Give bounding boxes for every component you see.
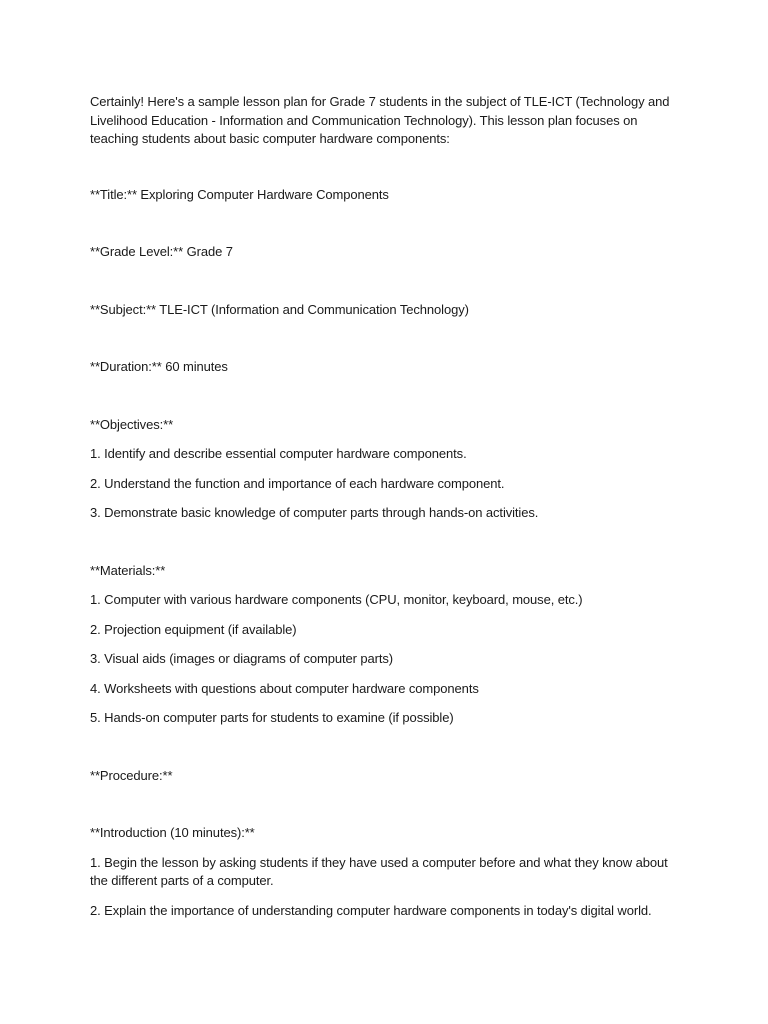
document-body <box>90 93 670 931</box>
material-item: 5. Hands-on computer parts for students to examine (if possible) <box>90 710 454 725</box>
materials-heading: **Materials:** <box>90 562 166 578</box>
introduction-item: 1. Begin the lesson by asking students if they have used a computer before and what they know about the different parts of a computer. <box>90 854 668 888</box>
material-item: 2. Projection equipment (if available) <box>90 621 297 637</box>
title-line: **Title:** Exploring Computer Hardware Components <box>90 186 389 202</box>
intro-paragraph: Certainly! Here's a sample lesson plan for Grade 7 students in the subject of TLE-ICT (Technology and Livelihood Education - Information and Communication Technology). This lesson plan focuses on teaching students about basic computer hardware components: <box>90 94 670 146</box>
objective-item: 1. Identify and describe essential computer hardware components. <box>90 446 467 461</box>
subject-line: **Subject:** TLE-ICT (Information and Communication Technology) <box>90 301 469 317</box>
duration-line: **Duration:** 60 minutes <box>90 359 228 374</box>
introduction-heading: **Introduction (10 minutes):** <box>90 825 255 840</box>
grade-level-line: **Grade Level:** Grade 7 <box>90 244 233 259</box>
material-item: 1. Computer with various hardware components (CPU, monitor, keyboard, mouse, etc.) <box>90 592 583 607</box>
objective-item: 2. Understand the function and importance of each hardware component. <box>90 475 505 491</box>
objectives-heading: **Objectives:** <box>90 416 174 432</box>
procedure-heading: **Procedure:** <box>90 767 173 783</box>
objective-item: 3. Demonstrate basic knowledge of computer parts through hands-on activities. <box>90 505 539 520</box>
material-item: 3. Visual aids (images or diagrams of computer parts) <box>90 651 393 666</box>
material-item: 4. Worksheets with questions about computer hardware components <box>90 680 479 696</box>
introduction-item: 2. Explain the importance of understanding computer hardware components in today's digital world. <box>90 902 652 918</box>
